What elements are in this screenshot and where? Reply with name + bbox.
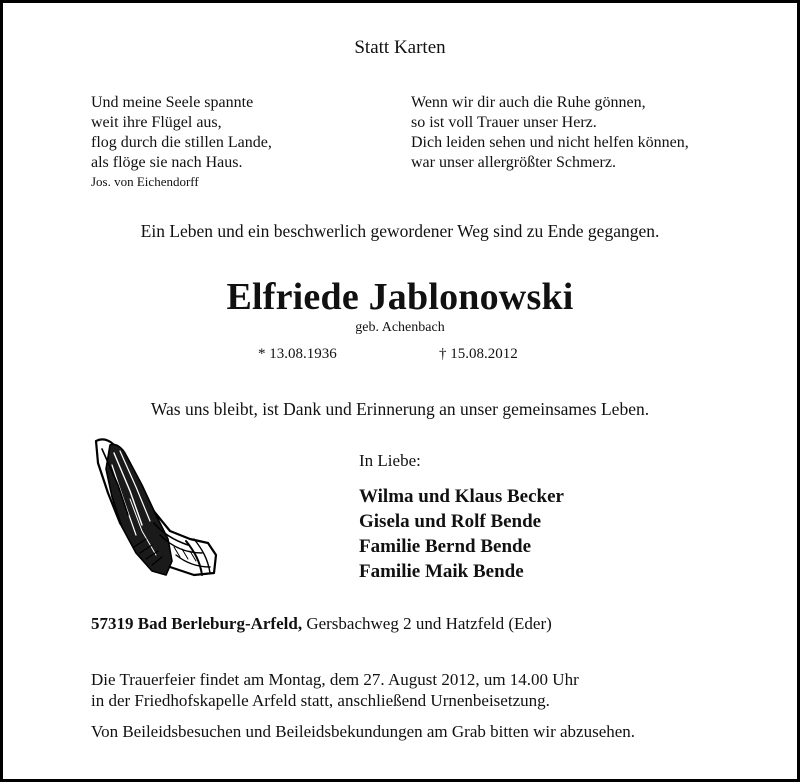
mourners-list (359, 484, 564, 584)
mourner-name: Familie Bernd Bende (359, 536, 532, 557)
condolence-note: Von Beileidsbesuchen und Beileidsbekundungen am Grab bitten wir abzusehen. (91, 722, 636, 741)
poem-author: Jos. von Eichendorff (91, 174, 199, 189)
poem-left (91, 93, 272, 191)
deceased-name: Elfriede Jablonowski (226, 276, 574, 318)
poem-right-line: so ist voll Trauer unser Herz. (411, 114, 597, 131)
poem-left-line: als flöge sie nach Haus. (91, 154, 243, 171)
mourner-name: Familie Maik Bende (359, 561, 524, 582)
poem-left-line: Und meine Seele spannte (91, 94, 254, 111)
poem-right (411, 93, 689, 173)
praying-hands-icon (90, 435, 220, 580)
poem-left-line: weit ihre Flügel aus, (91, 114, 222, 131)
mourner-name: Gisela und Rolf Bende (359, 511, 542, 532)
poem-left-line: flog durch die stillen Lande, (91, 134, 272, 151)
service-line: Die Trauerfeier findet am Montag, dem 27. August 2012, um 14.00 Uhr (91, 670, 579, 689)
address-city: 57319 Bad Berleburg-Arfeld, (91, 614, 303, 633)
poem-right-line: Dich leiden sehen und nicht helfen können, (411, 134, 689, 151)
address (91, 614, 552, 634)
maiden-name: geb. Achenbach (355, 320, 445, 335)
mourner-name: Wilma und Klaus Becker (359, 486, 564, 507)
intro-text: Ein Leben und ein beschwerlich gewordener Weg sind zu Ende gegangen. (140, 221, 660, 241)
death-date: † 15.08.2012 (439, 346, 518, 362)
address-rest: Gersbachweg 2 und Hatzfeld (Eder) (302, 614, 552, 633)
poem-right-line: war unser allergrößter Schmerz. (411, 154, 616, 171)
birth-date: * 13.08.1936 (258, 346, 337, 362)
memorial-quote: Was uns bleibt, ist Dank und Erinnerung an unser gemeinsames Leben. (150, 399, 650, 419)
poem-right-line: Wenn wir dir auch die Ruhe gönnen, (411, 94, 646, 111)
header-title: Statt Karten (354, 37, 446, 58)
mourners-intro: In Liebe: (359, 451, 421, 470)
service-line: in der Friedhofskapelle Arfeld statt, anschließend Urnenbeisetzung. (91, 691, 550, 710)
funeral-service-info (91, 669, 579, 711)
